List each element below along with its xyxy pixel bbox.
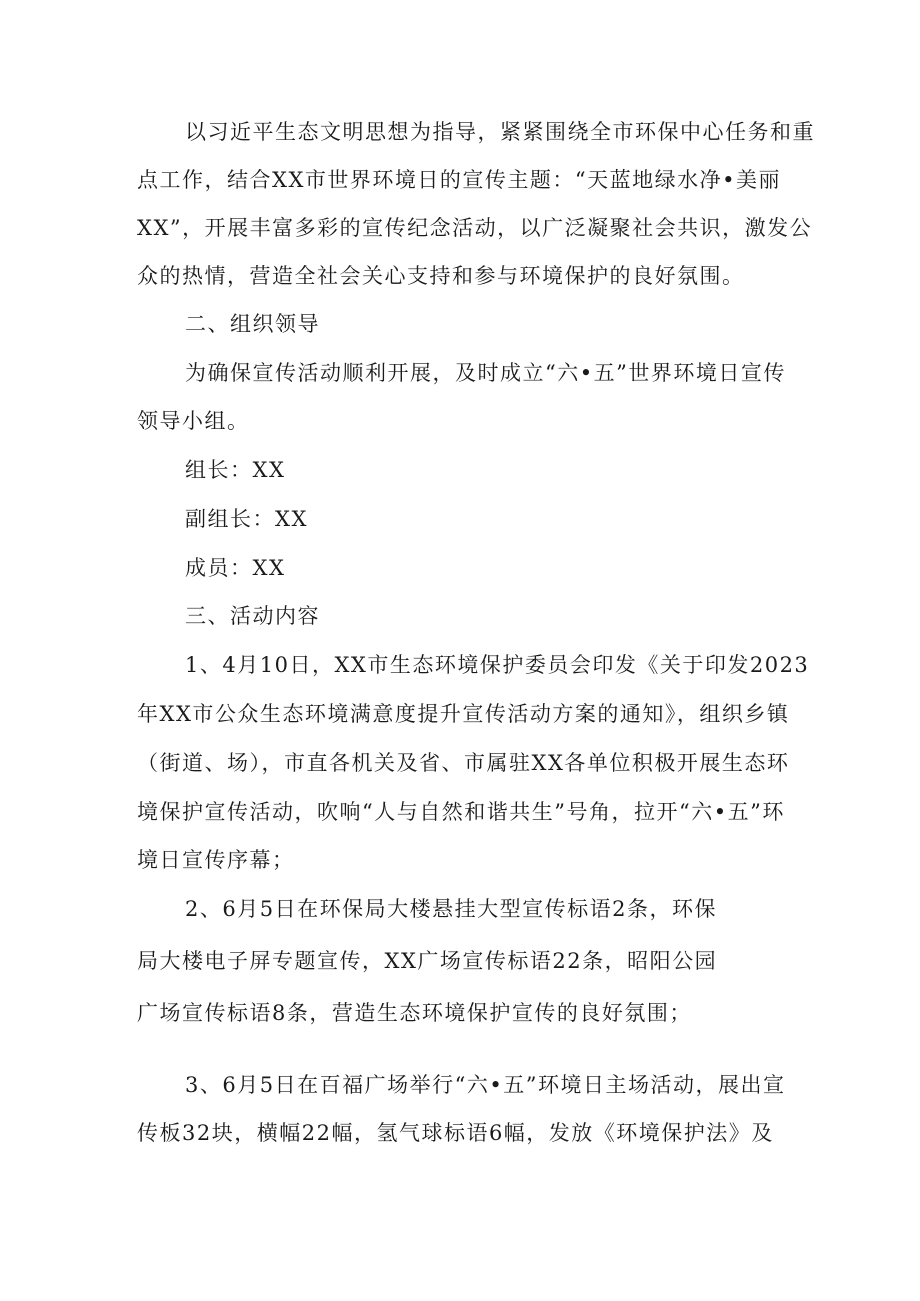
paragraph-line: 境保护宣传活动，吹响“人与自然和谐共生”号角，拉开“六•五”环 xyxy=(137,800,785,824)
paragraph-line: 境日宣传序幕； xyxy=(137,848,295,872)
paragraph-line: 局大楼电子屏专题宣传，XX广场宣传标语22条，昭阳公园 xyxy=(137,949,718,973)
paragraph-line: 为确保宣传活动顺利开展，及时成立“六•五”世界环境日宣传 xyxy=(185,361,786,385)
list-item: 成员：XX xyxy=(185,556,286,580)
paragraph-line: 领导小组。 xyxy=(137,409,250,433)
paragraph-line: 年XX市公众生态环境满意度提升宣传活动方案的通知》，组织乡镇 xyxy=(137,702,790,726)
paragraph-line: 广场宣传标语8条，营造生态环境保护宣传的良好氛围； xyxy=(137,1001,692,1025)
paragraph-line: 1、4月10日，XX市生态环境保护委员会印发《关于印发2023 xyxy=(185,653,810,677)
paragraph-line: 众的热情，营造全社会关心支持和参与环境保护的良好氛围。 xyxy=(137,264,745,288)
paragraph-line: 2、6月5日在环保局大楼悬挂大型宣传标语2条，环保 xyxy=(185,897,717,921)
section-heading: 二、组织领导 xyxy=(185,312,320,336)
paragraph-line: （街道、场），市直各机关及省、市属驻XX各单位积极开展生态环 xyxy=(137,751,790,775)
section-heading: 三、活动内容 xyxy=(185,604,320,628)
list-item: 组长：XX xyxy=(185,458,286,482)
paragraph-line: 传板32块，横幅22幅，氢气球标语6幅，发放《环境保护法》及 xyxy=(137,1121,774,1145)
paragraph-line: XX”，开展丰富多彩的宣传纪念活动，以广泛凝聚社会共识，激发公 xyxy=(137,216,813,240)
paragraph-line: 以习近平生态文明思想为指导，紧紧围绕全市环保中心任务和重 xyxy=(185,120,815,144)
list-item: 副组长：XX xyxy=(185,507,308,531)
paragraph-line: 3、6月5日在百福广场举行“六•五”环境日主场活动，展出宣 xyxy=(185,1073,786,1097)
paragraph-line: 点工作，结合XX市世界环境日的宣传主题：“天蓝地绿水净•美丽 xyxy=(137,168,782,192)
